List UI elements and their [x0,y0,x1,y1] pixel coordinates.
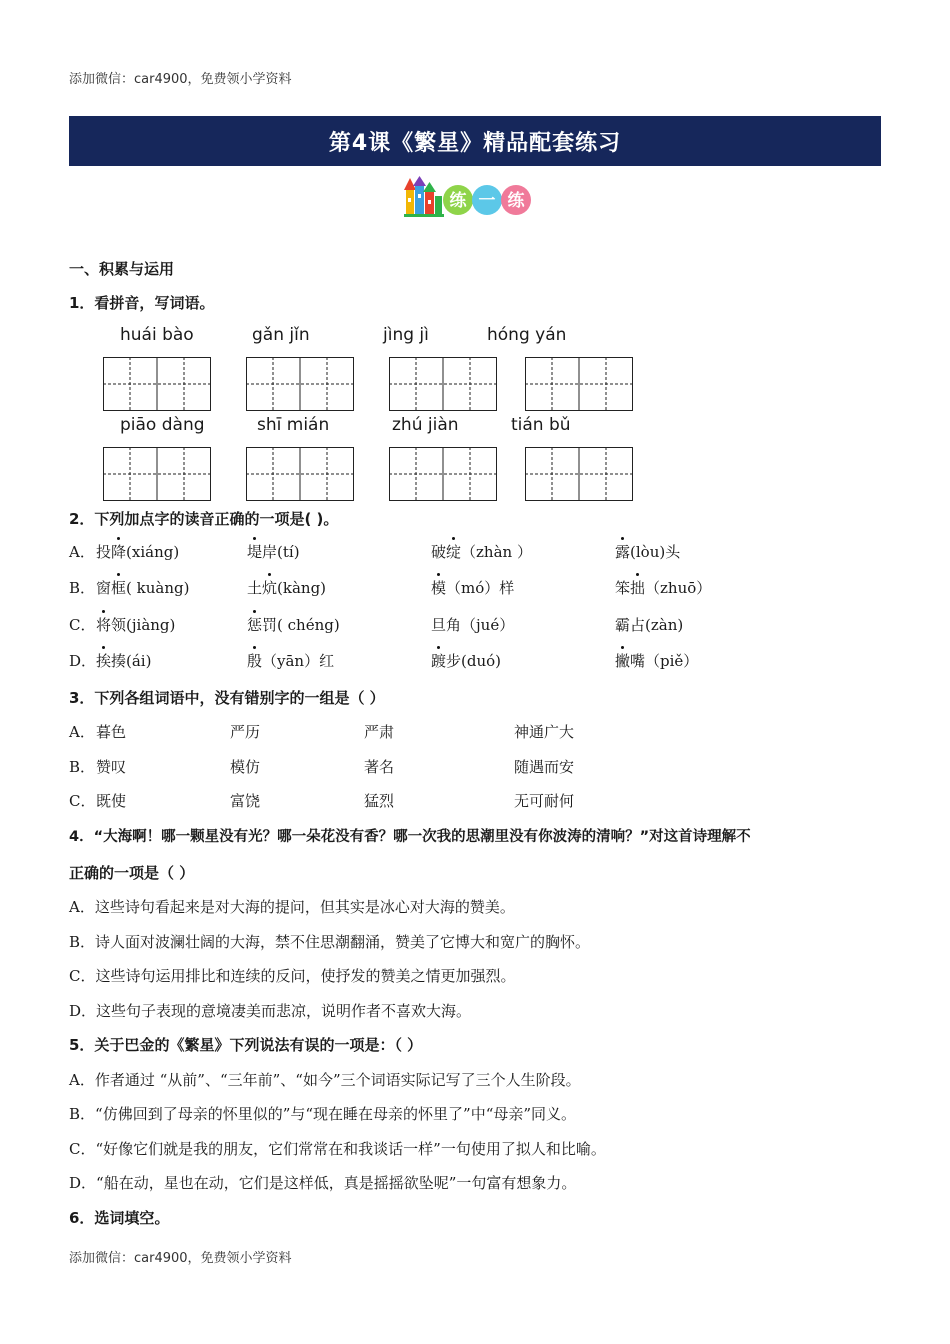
option-cell[interactable]: 撇嘴（piě） [615,652,699,670]
option-cell[interactable]: 惩罚( chéng) [247,616,340,634]
pinyin-label: zhú jiàn [392,415,459,435]
writing-grid[interactable] [246,447,354,501]
logo-char-1: 练 [449,191,467,211]
option-d[interactable]: D．“船在动，星也在动，它们是这样低，真是摇摇欲坠呢”一句富有想象力。 [69,1174,577,1192]
option-letter: A． [69,723,95,741]
writing-grid[interactable] [525,357,633,411]
option-word: 既使 [96,792,127,810]
pinyin-label: huái bào [120,325,194,345]
option-letter: A． [69,543,95,561]
logo-char-3: 练 [507,191,525,211]
option-cell[interactable]: 窗框( kuàng) [96,579,190,597]
option-b[interactable]: B．“仿佛回到了母亲的怀里似的”与“现在睡在母亲的怀里了”中“母亲”同义。 [69,1105,577,1123]
pinyin-label: tián bǔ [511,415,571,435]
option-d[interactable]: D．这些句子表现的意境凄美而悲凉，说明作者不喜欢大海。 [69,1002,472,1020]
option-cell[interactable]: 踱步(duó) [431,652,502,670]
question-4-title-cont: 正确的一项是（ ） [69,864,195,882]
option-word: 富饶 [230,792,261,810]
pinyin-label: gǎn jǐn [252,325,310,345]
option-cell[interactable]: 挨揍(ái) [96,652,152,670]
pinyin-label: shī mián [257,415,330,435]
option-cell[interactable]: 霸占(zàn) [615,616,684,634]
writing-grid[interactable] [389,447,497,501]
writing-grid[interactable] [103,357,211,411]
question-3-title: 3．下列各组词语中，没有错别字的一组是（ ） [69,689,385,707]
option-word: 严历 [230,723,261,741]
question-4-title: 4．“大海啊！哪一颗星没有光？哪一朵花没有香？哪一次我的思潮里没有你波涛的清响？”对这首诗理解不 [69,829,751,845]
option-cell[interactable]: 殷（yān）红 [247,652,335,670]
option-cell[interactable]: 堤岸(tí) [247,543,300,561]
question-5-title: 5．关于巴金的《繁星》下列说法有误的一项是：（ ） [69,1036,423,1054]
logo-char-2: 一 [478,191,496,211]
question-1-title: 1．看拼音，写词语。 [69,294,215,312]
footer-note: 添加微信：car4900，免费领小学资料 [69,1251,292,1266]
header-note: 添加微信：car4900，免费领小学资料 [69,72,292,87]
option-word: 暮色 [96,723,127,741]
page-title: 第4课《繁星》精品配套练习 [328,130,622,156]
option-letter: B． [69,758,96,776]
option-word: 猛烈 [364,792,395,810]
option-letter: B． [69,579,96,597]
option-cell[interactable]: 破绽（zhàn ） [431,543,532,561]
option-letter: D． [69,652,97,670]
section-heading: 一、积累与运用 [69,260,175,278]
option-cell[interactable]: 旦角（jué） [431,616,515,634]
writing-grid[interactable] [525,447,633,501]
option-a[interactable]: A．作者通过 “从前”、“三年前”、“如今”三个词语实际记写了三个人生阶段。 [69,1071,581,1089]
option-word: 神通广大 [514,723,575,741]
question-2-title: 2．下列加点字的读音正确的一项是( )。 [69,510,339,528]
writing-grid[interactable] [103,447,211,501]
option-cell[interactable]: 露(lòu)头 [615,543,681,561]
option-cell[interactable]: 投降(xiáng) [96,543,180,561]
option-cell[interactable]: 笨拙（zhuō） [615,579,712,597]
option-word: 随遇而安 [514,758,575,776]
pinyin-label: hóng yán [487,325,567,345]
option-c[interactable]: C．“好像它们就是我的朋友，它们常常在和我谈话一样”一句使用了拟人和比喻。 [69,1140,606,1158]
writing-grid[interactable] [246,357,354,411]
option-letter: C． [69,792,96,810]
page-title-banner [69,116,881,166]
option-word: 模仿 [230,758,261,776]
option-word: 严肃 [364,723,395,741]
writing-grid[interactable] [389,357,497,411]
option-cell[interactable]: 模（mó）样 [431,579,515,597]
option-b[interactable]: B．诗人面对波澜壮阔的大海，禁不住思潮翻涌，赞美了它博大和宽广的胸怀。 [69,933,591,951]
pinyin-label: piāo dàng [120,415,205,435]
option-word: 赞叹 [96,758,127,776]
practice-logo [404,176,534,220]
pinyin-label: jìng jì [383,325,429,345]
option-letter: C． [69,616,96,634]
option-cell[interactable]: 土炕(kàng) [247,579,327,597]
option-a[interactable]: A．这些诗句看起来是对大海的提问，但其实是冰心对大海的赞美。 [69,898,515,916]
castle-icon [404,176,444,217]
option-word: 著名 [364,758,395,776]
option-c[interactable]: C．这些诗句运用排比和连续的反问，使抒发的赞美之情更加强烈。 [69,967,516,985]
option-cell[interactable]: 将领(jiàng) [96,616,176,634]
question-6-title: 6．选词填空。 [69,1209,170,1227]
option-word: 无可耐何 [514,792,575,810]
